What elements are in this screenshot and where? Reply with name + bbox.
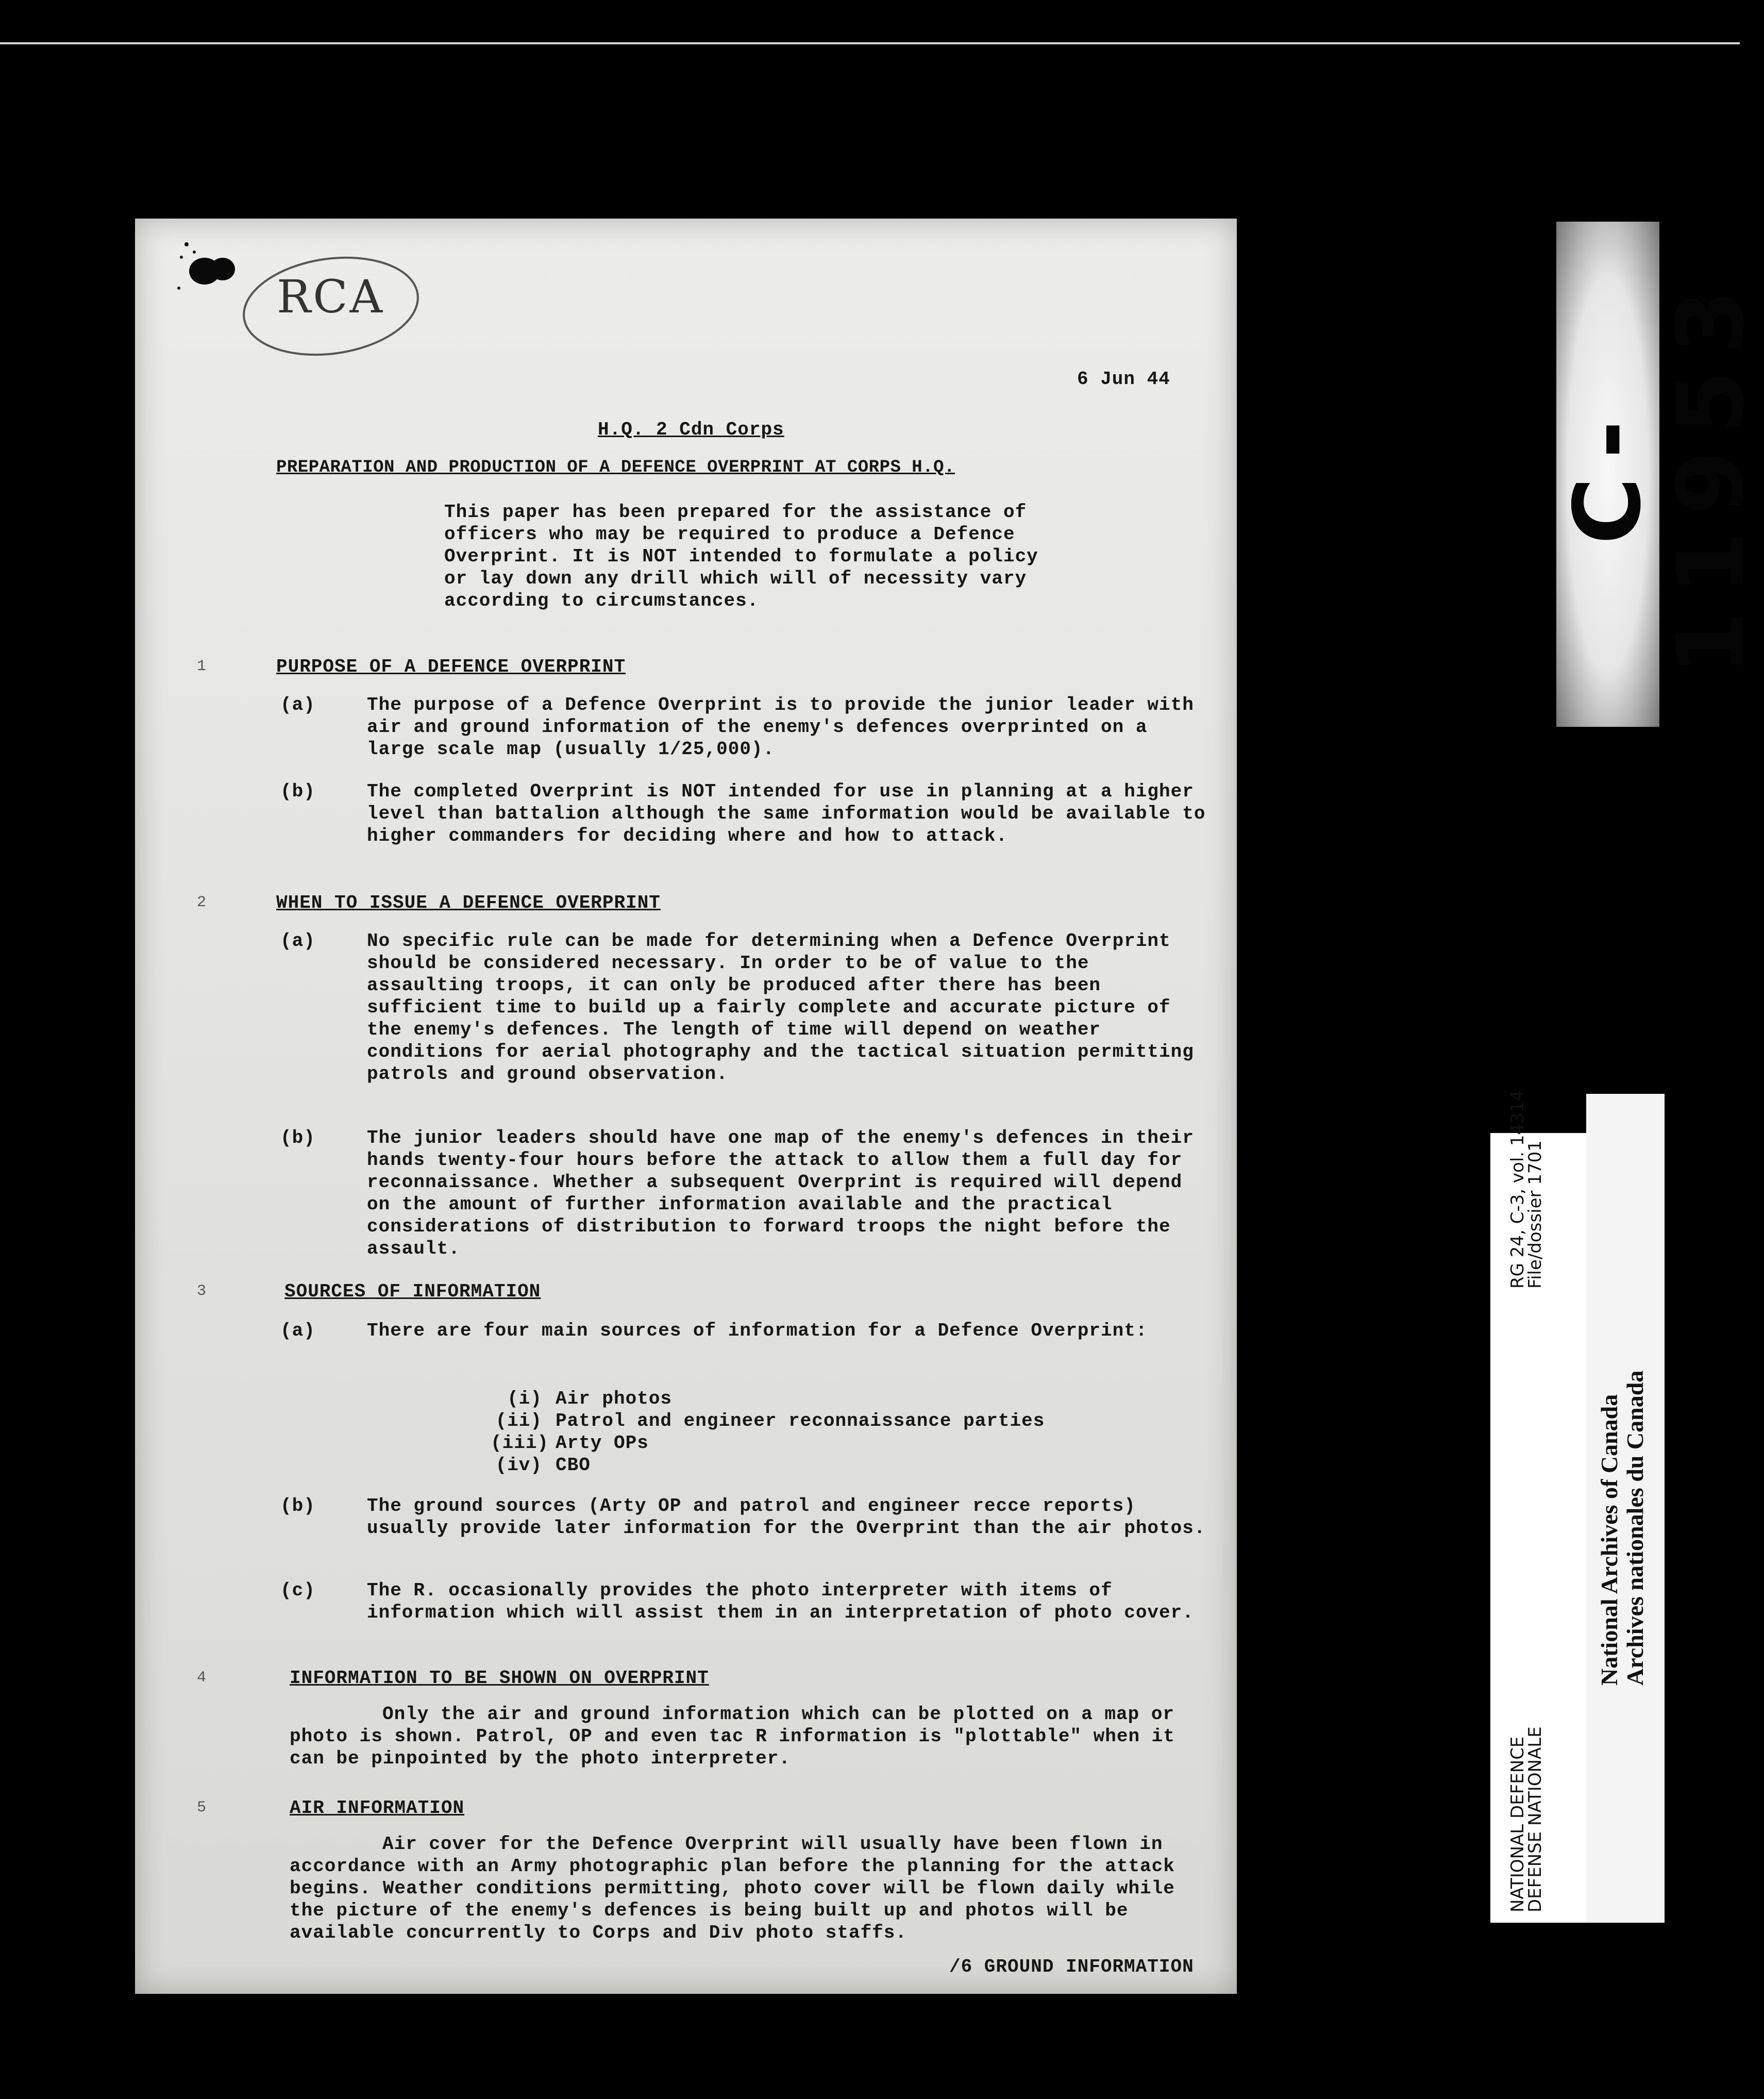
national-archives-line-2: Archives nationales du Canada	[1622, 1370, 1648, 1686]
section-3a-text: There are four main sources of information for a Defence Overprint:	[367, 1320, 1148, 1341]
section-2b-label: (b)	[280, 1127, 315, 1148]
national-defence-line-1: NATIONAL DEFENCE	[1507, 1736, 1528, 1912]
reel-number: C-11953	[1554, 273, 1764, 675]
section-3b-text: The ground sources (Arty OP and patrol and engineer recce reports) usually provide later information for the Overprint than the air photos.	[367, 1495, 1206, 1539]
section-5-number: 5	[197, 1799, 207, 1817]
archive-reference-line-2: File/dossier 1701	[1525, 1140, 1545, 1289]
section-2a-label: (a)	[280, 930, 315, 952]
section-5-text: Air cover for the Defence Overprint will usually have been flown in accordance with an Army photographic plan before the planning for the attack begins. Weather conditions permitting, photo cover will be flown daily while the picture of the enemy's defences is being built up and photos will be available concurrently to Corps and Div photo staffs.	[290, 1834, 1175, 1943]
document-title: PREPARATION AND PRODUCTION OF A DEFENCE OVERPRINT AT CORPS H.Q.	[276, 458, 955, 477]
section-4-text: Only the air and ground information which can be plotted on a map or photo is shown. Patrol, OP and even tac R information is "plottable" when it can be pinpointed by the photo interpreter.	[290, 1704, 1175, 1769]
section-3-number: 3	[197, 1282, 207, 1300]
section-1b-label: (b)	[280, 781, 315, 802]
national-defence-line-2: DEFENSE NATIONALE	[1525, 1726, 1545, 1912]
source-list-num-1: (i)	[507, 1388, 542, 1409]
intro-paragraph: This paper has been prepared for the assistance of officers who may be required to produce a Defence Overprint. It is NOT intended to formulate a policy or lay down any drill which will of necessity vary according to circumstances.	[444, 502, 1038, 611]
section-3c-text: The R. occasionally provides the photo interpreter with items of information which will assist them in an interpretation of photo cover.	[367, 1580, 1194, 1623]
source-list-item-1: Air photos	[556, 1388, 673, 1409]
page-catchword: /6 GROUND INFORMATION	[949, 1956, 1194, 1977]
hq-heading: H.Q. 2 Cdn Corps	[598, 419, 784, 440]
source-list-item-3: Arty OPs	[556, 1432, 649, 1454]
section-1-heading: PURPOSE OF A DEFENCE OVERPRINT	[276, 656, 626, 677]
document-page	[135, 219, 1237, 1994]
national-archives-label	[1597, 1371, 1648, 1686]
section-1-number: 1	[197, 658, 207, 675]
document-date: 6 Jun 44	[1077, 369, 1170, 390]
source-list-num-3: (iii)	[491, 1432, 549, 1454]
section-1a-label: (a)	[280, 694, 315, 715]
source-list-item-4: CBO	[556, 1455, 591, 1476]
section-4-number: 4	[197, 1669, 207, 1687]
national-defence-label	[1509, 1726, 1544, 1912]
section-3c-label: (c)	[280, 1580, 315, 1601]
section-2b-text: The junior leaders should have one map of the enemy's defences in their hands twenty-four hours before the attack to allow them a full day for reconnaissance. Whether a subsequent Overprint is required will depend on the amount of further information available and the practical considerations of distribution to forward troops the night before the assault.	[367, 1127, 1194, 1259]
punch-hole-marks	[166, 239, 243, 327]
section-2a-text: No specific rule can be made for determining when a Defence Overprint should be considered necessary. In order to be of value to the assaulting troops, it can only be produced after there has been sufficient time to build up a fairly complete and accurate picture of the enemy's defences. The length of time will depend on weather conditions for aerial photography and the tactical situation permitting patrols and ground observation.	[367, 930, 1194, 1085]
section-3b-label: (b)	[280, 1495, 315, 1517]
section-4-heading: INFORMATION TO BE SHOWN ON OVERPRINT	[290, 1668, 709, 1689]
source-list-num-4: (iv)	[495, 1455, 542, 1476]
source-list-num-2: (ii)	[495, 1410, 542, 1431]
section-2-number: 2	[197, 894, 207, 911]
section-3-heading: SOURCES OF INFORMATION	[284, 1281, 541, 1302]
top-border-line	[0, 42, 1740, 44]
section-2-heading: WHEN TO ISSUE A DEFENCE OVERPRINT	[276, 892, 661, 913]
section-1a-text: The purpose of a Defence Overprint is to provide the junior leader with air and ground information of the enemy's defences overprinted on a large scale map (usually 1/25,000).	[367, 694, 1194, 760]
section-5-heading: AIR INFORMATION	[290, 1797, 465, 1819]
archive-reference	[1509, 1090, 1544, 1289]
rca-stamp-text: RCA	[277, 270, 385, 323]
national-archives-line-1: National Archives of Canada	[1596, 1394, 1622, 1686]
archive-reference-line-1: RG 24, C-3, vol. 14314	[1507, 1090, 1528, 1289]
section-1b-text: The completed Overprint is NOT intended for use in planning at a higher level than battalion although the same information would be available to higher commanders for deciding where and how to attack.	[367, 781, 1206, 846]
section-3a-label: (a)	[280, 1320, 315, 1341]
source-list-item-2: Patrol and engineer reconnaissance parties	[556, 1410, 1045, 1431]
